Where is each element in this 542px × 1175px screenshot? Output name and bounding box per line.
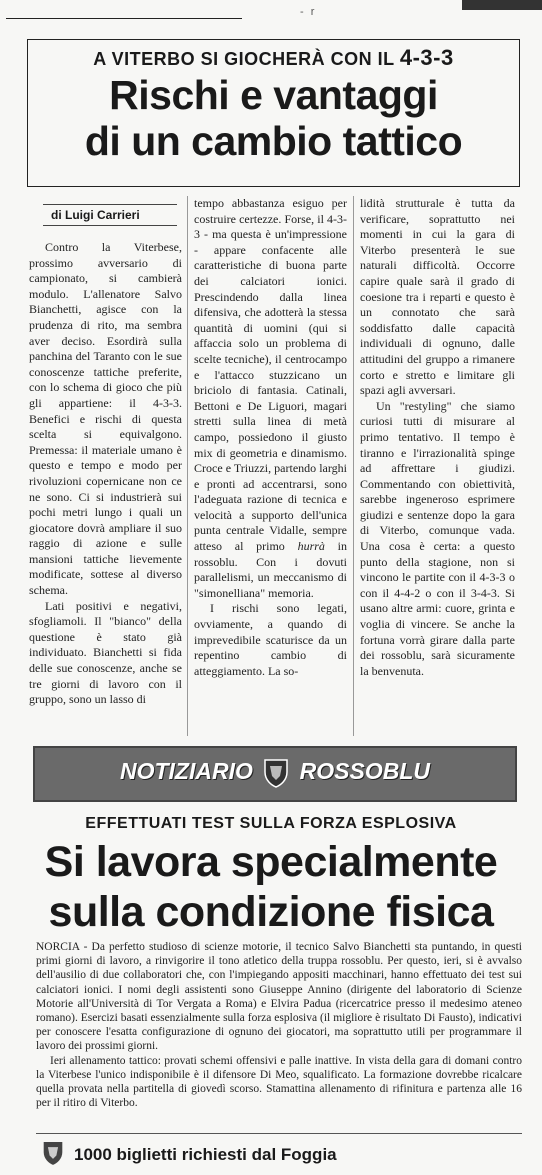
club-shield-icon (42, 1140, 64, 1166)
column-divider (187, 196, 188, 736)
article1-kicker (27, 45, 520, 71)
paragraph (194, 196, 347, 601)
hurra-italic: hurrà (297, 539, 325, 554)
paragraph: lidità strutturale è tutta da verificare, soprattutto nei momenti in cui la gara di Viterbo presenterà le sue naturali difficoltà. Occorre capire quale sarà il grado di coesione tra i reparti e questo è un connotato che sarà soddisfatto dalle capacità individuali di ognuno, dalle attitudini del gruppo a rimanere corto e stretto e limitare gli spazi agli avversari. (360, 196, 515, 398)
paragraph: Ieri allenamento tattico: provati schemi offensivi e palle inattive. In vista della gara di domani contro la Viterbese l'unico indisponibile è il difensore Di Meo, squalificato. La formazione dovrebbe ricalcare quella provata nella partitella di giovedì scorso. Stamattina allenamento di rifinitura e partenza alle 16 per il ritiro di Viterbo. (36, 1054, 522, 1110)
article2-headline (0, 837, 542, 937)
article2-kicker: EFFETTUATI TEST SULLA FORZA ESPLOSIVA (85, 815, 457, 832)
kicker-formation: 4-3-3 (399, 45, 454, 70)
column-divider (353, 196, 354, 736)
paragraph: I rischi sono legati, ovviamente, a quando di imprevedibile scaturisce da un repentino cambio di atteggiamento. La so- (194, 601, 347, 678)
masthead-stub: - r (300, 6, 317, 18)
paragraph: NORCIA - Da perfetto studioso di scienze motorie, il tecnico Salvo Bianchetti sta puntando, in questi primi giorni di lavoro, a rinvigorire il tono atletico della truppa rossoblu. Per questo, ieri, si è avvalso dell'ausilio di due collaboratori che, con l'impiegando appositi macchinari, hanno effettuato dei test sui calciatori ionici. I nomi degli assistenti sono Giuseppe Annino (dirigente del laboratorio di Scienze Motorie all'Università di Tor Vergata a Roma) e Elvira Padua (ricercatrice presso il medesimo ateneo romano). Esercizi basati essenzialmente sulla forza esplosiva (il migliore è risultato Di Fausto), indicativi per conoscere l'esatta configurazione di ognuno dei giocatori, ma soprattutto utili per programmare il lavoro dei prossimi giorni. (36, 941, 522, 1053)
club-shield-icon (263, 758, 289, 788)
kicker-prefix: A VITERBO SI GIOCHERÀ CON IL (93, 49, 395, 69)
byline: di Luigi Carrieri (43, 204, 177, 226)
article1-column-1 (29, 240, 182, 708)
footer-headline-text: 1000 biglietti richiesti dal Foggia (74, 1145, 337, 1164)
banner-left-word: NOTIZIARIO (119, 758, 253, 785)
masthead-edge-bar (462, 0, 542, 10)
headline-line-1: Si lavora specialmente (44, 838, 498, 886)
article2-body (36, 940, 522, 1110)
paragraph-text: in rossoblu. Con i dovuti parallelismi, un meccanismo di "simonelliana" memoria. (194, 539, 347, 600)
article1-column-3 (360, 196, 515, 679)
headline-line-2: sulla condizione fisica (48, 888, 494, 936)
masthead-rule (6, 18, 242, 19)
headline-line-1: Rischi e vantaggi (109, 72, 438, 118)
headline-line-2: di un cambio tattico (84, 118, 463, 164)
banner-right-word: ROSSOBLU (299, 758, 430, 785)
paragraph-text: tempo abbastanza esiguo per costruire certezze. Forse, il 4-3-3 - ma questa è un'impressione - appare confacente alle caratteristiche di buona parte dei calciatori ionici. Prescindendo dalla linea difensiva, che adotterà la stessa quantità di uomini (qui si affaccia solo un problema di scelte tecniche), il centrocampo e l'attacco stuzzicano un briciolo di fantasia. Catinali, Bettoni e De Liguori, magari stretti sulla linea di metà campo, possiedono il giusto mix di geometria e dinamismo. Croce e Triuzzi, partendo larghi e pronti ad accentrarsi, sono l'adeguata razione di tecnica e velocità a supporto dell'unica punta centrale Vidalle, sempre atteso al primo (194, 196, 347, 554)
paragraph: Un "restyling" che siamo curiosi tutti di misurare al primo tentativo. Il tempo è tiranno e l'irrazionalità spinge ad affrettare i giudizi. Commentando con obiettività, sarebbe ingeneroso esprimere giudizi e sentenze dopo la gara di Viterbo, comunque vada. Una cosa è certa: a questo punto della stagione, non si vincono le partite con il 4-3-3 o con il 4-4-2 o con il 3-4-3. Si usano altre armi: cuore, grinta e voglia di vincere. Se anche la fortuna vorrà girare dalla parte dei rossoblu, sarà sicuramente la benvenuta. (360, 398, 515, 678)
paragraph: Contro la Viterbese, prossimo avversario di campionato, si cambierà modulo. L'allenatore Salvo Bianchetti, agisce con la prudenza di rito, ma sembra aver deciso. Esordirà sulla panchina del Taranto con le sue conoscenze tattiche preferite, con lo schema di gioco che più gli appartiene: il 4-3-3. Benefici e rischi di questa scelta si equivalgono. Premessa: il materiale umano è questo e tempo e modo per rivoluzioni copernicane non ce ne sono. Ci si industrierà sui pochi metri lungo i quali un giocatore dovrà ampliare il suo raggio di azione e sulle mansioni tattiche lievemente modificate, sottese al diverso schema. (29, 240, 182, 598)
article1-headline (27, 72, 520, 164)
footer-headline (38, 1140, 518, 1166)
paragraph: Lati positivi e negativi, sfogliamoli. Il "bianco" della questione è stato già individuato. Bianchetti si fida delle sue conoscenze, anche se tre giorni di lavoro con il gruppo, sono un lasso di (29, 598, 182, 707)
article1-column-2 (194, 196, 347, 679)
footer-rule (36, 1133, 522, 1134)
banner-title (33, 758, 517, 788)
